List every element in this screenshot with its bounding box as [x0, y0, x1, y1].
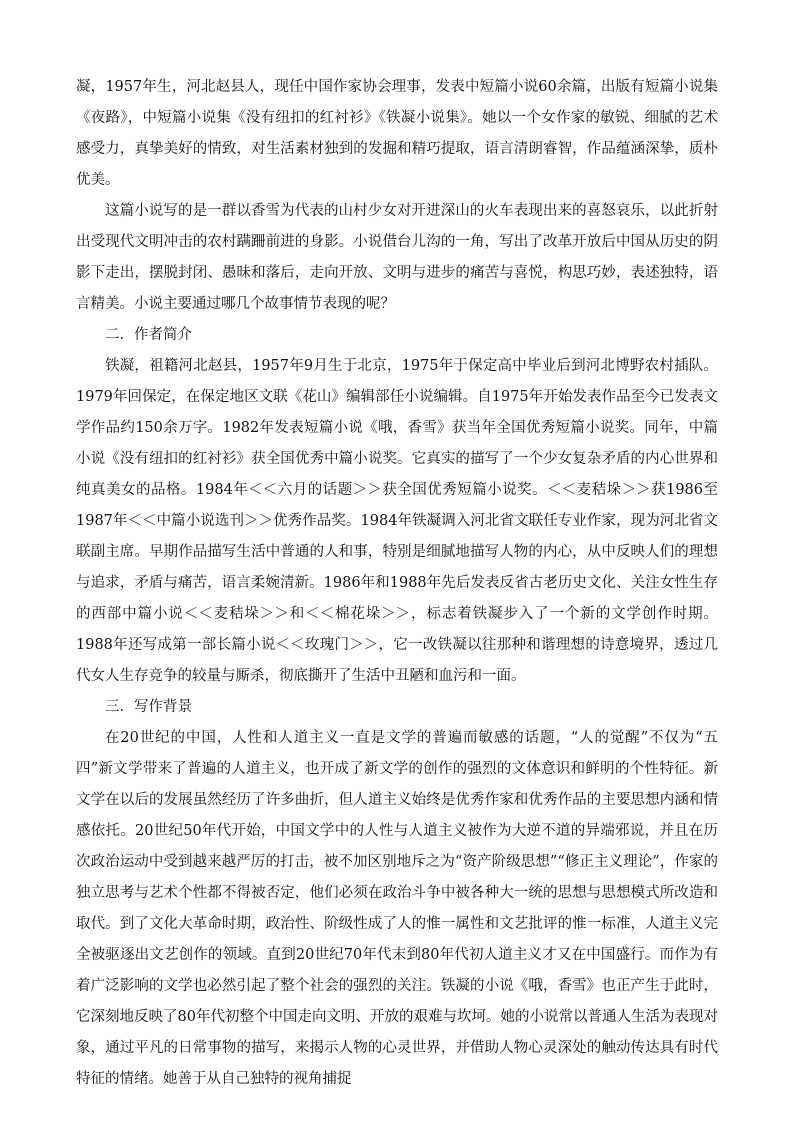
intro-paragraph: 凝，1957年生，河北赵县人，现任中国作家协会理事，发表中短篇小说60余篇，出版有短篇小说集《夜路》，中短篇小说集《没有纽扣的红衬衫》《铁凝小说集》。她以一个女作家的敏锐、细腻的艺术感受力，真挚美好的情致，对生活素材独到的发掘和精巧提取，语言清朗睿智，作品蕴涵深挚，质朴优美。 [76, 79, 718, 188]
author-bio-paragraph: 铁凝，祖籍河北赵县，1957年9月生于北京，1975年于保定高中毕业后到河北博野农村插队。1979年回保定，在保定地区文联《花山》编辑部任小说编辑。自1975年开始发表作品至今已发表文学作品约150余万字。1982年发表短篇小说《哦，香雪》获当年全国优秀短篇小说奖。同年，中篇小说《没有纽扣的红衬衫》获全国优秀中篇小说奖。它真实的描写了一个少女复杂矛盾的内心世界和纯真美女的品格。1984年＜＜六月的话题＞＞获全国优秀短篇小说奖。＜＜麦秸垛＞＞获1986至1987年＜＜中篇小说选刊＞＞优秀作品奖。1984年铁凝调入河北省文联任专业作家，现为河北省文联副主席。早期作品描写生活中普通的人和事，特别是细腻地描写人物的内心，从中反映人们的理想与追求，矛盾与痛苦，语言柔婉清新。1986年和1988年先后发表反省古老历史文化、关注女性生存的西部中篇小说＜＜麦秸垛＞＞和＜＜棉花垛＞＞，标志着铁凝步入了一个新的文学创作时期。1988年还写成第一部长篇小说＜＜玫瑰门＞＞，它一改铁凝以往那种和谐理想的诗意境界，透过几代女人生存竞争的较量与厮杀，彻底撕开了生活中丑陋和血污和一面。 [76, 358, 718, 684]
section-heading-background: 三．写作背景 [105, 699, 192, 715]
story-summary-paragraph: 这篇小说写的是一群以香雪为代表的山村少女对开进深山的火车表现出来的喜怒哀乐，以此折射出受现代文明冲击的农村蹒跚前进的身影。小说借台儿沟的一角，写出了改革开放后中国从历史的阴影下走出，摆脱封闭、愚昧和落后，走向开放、文明与进步的痛苦与喜悦，构思巧妙，表述独特，语言精美。小说主要通过哪几个故事情节表现的呢？ [76, 203, 718, 312]
background-paragraph: 在20世纪的中国，人性和人道主义一直是文学的普遍而敏感的话题，“人的觉醒”不仅为“五四”新文学带来了普遍的人道主义，也开成了新文学的创作的强烈的文体意识和鲜明的个性特征。新文学在以后的发展虽然经历了许多曲折，但人道主义始终是优秀作家和优秀作品的主要思想内涵和情感依托。20世纪50年代开始，中国文学中的人性与人道主义被作为大逆不道的异端邪说，并且在历次政治运动中受到越来越严厉的打击，被不加区别地斥之为“资产阶级思想”“修正主义理论”，作家的独立思考与艺术个性都不得被否定，他们必须在政治斗争中被各种大一统的思想与思想模式所改造和取代。到了文化大革命时期，政治性、阶级性成了人的惟一属性和文艺批评的惟一标准，人道主义完全被驱逐出文艺创作的领域。直到20世纪70年代末到80年代初人道主义才又在中国盛行。而作为有着广泛影响的文学也必然引起了整个社会的强烈的关注。铁凝的小说《哦，香雪》也正产生于此时，它深刻地反映了80年代初整个中国走向文明、开放的艰难与坎坷。她的小说常以普通人生活为表现对象，通过平凡的日常事物的描写，来揭示人物的心灵世界，并借助人物心灵深处的触动传达具有时代特征的情绪。她善于从自己独特的视角捕捉 [76, 730, 718, 1087]
section-heading-author: 二．作者简介 [105, 327, 192, 343]
document-page [76, 72, 718, 1095]
